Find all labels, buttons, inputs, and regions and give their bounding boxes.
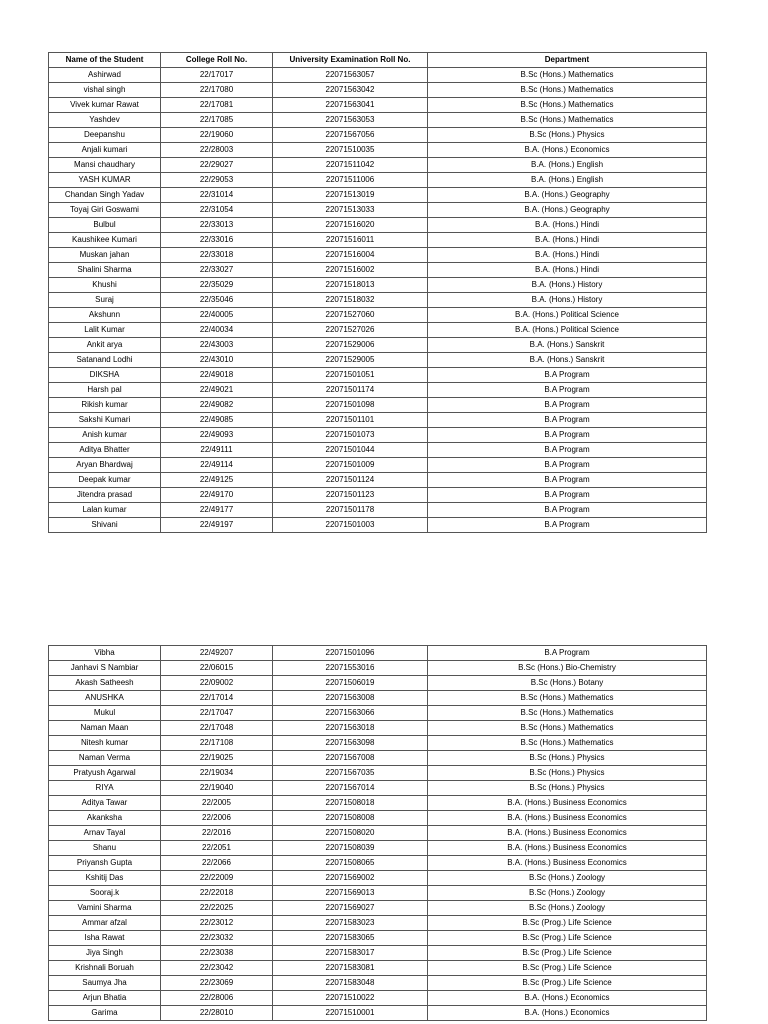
student-name-cell: Janhavi S Nambiar <box>49 661 161 676</box>
college-roll-cell: 22/23042 <box>161 961 273 976</box>
university-roll-cell: 22071563098 <box>273 736 428 751</box>
college-roll-cell: 22/17080 <box>161 83 273 98</box>
university-roll-cell: 22071510022 <box>273 991 428 1006</box>
department-cell: B.A. (Hons.) Economics <box>428 991 707 1006</box>
table-row <box>49 646 707 661</box>
college-roll-cell: 22/23012 <box>161 916 273 931</box>
department-cell: B.A. (Hons.) Political Science <box>428 323 707 338</box>
department-cell: B.Sc (Hons.) Mathematics <box>428 721 707 736</box>
table-row <box>49 338 707 353</box>
university-roll-cell: 22071501003 <box>273 518 428 533</box>
table-header-row <box>49 53 707 68</box>
college-roll-cell: 22/33016 <box>161 233 273 248</box>
table-row <box>49 233 707 248</box>
student-name-cell: Garima <box>49 1006 161 1021</box>
department-cell: B.A. (Hons.) History <box>428 278 707 293</box>
department-cell: B.A. (Hons.) Sanskrit <box>428 338 707 353</box>
university-roll-cell: 22071569002 <box>273 871 428 886</box>
university-roll-cell: 22071501044 <box>273 443 428 458</box>
department-cell: B.A Program <box>428 368 707 383</box>
college-roll-cell: 22/49177 <box>161 503 273 518</box>
table-row <box>49 158 707 173</box>
student-name-cell: Sooraj.k <box>49 886 161 901</box>
column-header-name: Name of the Student <box>49 53 161 68</box>
department-cell: B.Sc (Hons.) Bio-Chemistry <box>428 661 707 676</box>
university-roll-cell: 22071510001 <box>273 1006 428 1021</box>
university-roll-cell: 22071508018 <box>273 796 428 811</box>
department-cell: B.Sc (Prog.) Life Science <box>428 961 707 976</box>
college-roll-cell: 22/23069 <box>161 976 273 991</box>
department-cell: B.A Program <box>428 398 707 413</box>
student-name-cell: Aryan Bhardwaj <box>49 458 161 473</box>
table-row <box>49 143 707 158</box>
table-row <box>49 706 707 721</box>
department-cell: B.Sc (Hons.) Mathematics <box>428 98 707 113</box>
university-roll-cell: 22071569027 <box>273 901 428 916</box>
student-name-cell: Mukul <box>49 706 161 721</box>
student-name-cell: Aditya Tawar <box>49 796 161 811</box>
department-cell: B.A. (Hons.) English <box>428 173 707 188</box>
department-cell: B.A Program <box>428 503 707 518</box>
college-roll-cell: 22/40005 <box>161 308 273 323</box>
student-name-cell: Saumya Jha <box>49 976 161 991</box>
college-roll-cell: 22/23032 <box>161 931 273 946</box>
university-roll-cell: 22071501098 <box>273 398 428 413</box>
department-cell: B.A. (Hons.) Economics <box>428 1006 707 1021</box>
table-row <box>49 218 707 233</box>
student-table-2 <box>48 645 707 1021</box>
student-name-cell: Suraj <box>49 293 161 308</box>
table-row <box>49 398 707 413</box>
table-row <box>49 353 707 368</box>
university-roll-cell: 22071583017 <box>273 946 428 961</box>
table-row <box>49 901 707 916</box>
department-cell: B.A Program <box>428 646 707 661</box>
university-roll-cell: 22071563041 <box>273 98 428 113</box>
department-cell: B.Sc (Prog.) Life Science <box>428 916 707 931</box>
department-cell: B.A. (Hons.) Geography <box>428 188 707 203</box>
college-roll-cell: 22/49085 <box>161 413 273 428</box>
university-roll-cell: 22071501174 <box>273 383 428 398</box>
college-roll-cell: 22/49207 <box>161 646 273 661</box>
student-name-cell: Deepanshu <box>49 128 161 143</box>
college-roll-cell: 22/19040 <box>161 781 273 796</box>
university-roll-cell: 22071501096 <box>273 646 428 661</box>
table-row <box>49 886 707 901</box>
student-name-cell: Arjun Bhatia <box>49 991 161 1006</box>
college-roll-cell: 22/17108 <box>161 736 273 751</box>
university-roll-cell: 22071508065 <box>273 856 428 871</box>
table-row <box>49 383 707 398</box>
university-roll-cell: 22071563042 <box>273 83 428 98</box>
student-name-cell: Ammar afzal <box>49 916 161 931</box>
department-cell: B.Sc (Hons.) Zoology <box>428 886 707 901</box>
department-cell: B.A Program <box>428 383 707 398</box>
table-row <box>49 128 707 143</box>
department-cell: B.A Program <box>428 458 707 473</box>
department-cell: B.A. (Hons.) Business Economics <box>428 856 707 871</box>
university-roll-cell: 22071511006 <box>273 173 428 188</box>
table-row <box>49 721 707 736</box>
student-name-cell: Satanand Lodhi <box>49 353 161 368</box>
university-roll-cell: 22071516002 <box>273 263 428 278</box>
student-name-cell: Priyansh Gupta <box>49 856 161 871</box>
student-name-cell: Jitendra prasad <box>49 488 161 503</box>
college-roll-cell: 22/33013 <box>161 218 273 233</box>
student-name-cell: Pratyush Agarwal <box>49 766 161 781</box>
student-name-cell: Aditya Bhatter <box>49 443 161 458</box>
student-name-cell: Naman Maan <box>49 721 161 736</box>
college-roll-cell: 22/49021 <box>161 383 273 398</box>
student-name-cell: Lalit Kumar <box>49 323 161 338</box>
department-cell: B.A. (Hons.) Political Science <box>428 308 707 323</box>
student-name-cell: vishal singh <box>49 83 161 98</box>
table-row <box>49 488 707 503</box>
student-name-cell: Deepak kumar <box>49 473 161 488</box>
table-row <box>49 503 707 518</box>
university-roll-cell: 22071563066 <box>273 706 428 721</box>
university-roll-cell: 22071563057 <box>273 68 428 83</box>
student-name-cell: Muskan jahan <box>49 248 161 263</box>
student-name-cell: Akanksha <box>49 811 161 826</box>
column-header-university-roll: University Examination Roll No. <box>273 53 428 68</box>
college-roll-cell: 22/17014 <box>161 691 273 706</box>
table-row <box>49 428 707 443</box>
department-cell: B.A. (Hons.) Sanskrit <box>428 353 707 368</box>
department-cell: B.A. (Hons.) Hindi <box>428 218 707 233</box>
student-name-cell: Khushi <box>49 278 161 293</box>
student-name-cell: Bulbul <box>49 218 161 233</box>
table-row <box>49 278 707 293</box>
table-row <box>49 871 707 886</box>
department-cell: B.A. (Hons.) Hindi <box>428 263 707 278</box>
student-name-cell: Rikish kumar <box>49 398 161 413</box>
college-roll-cell: 22/49125 <box>161 473 273 488</box>
table-row <box>49 113 707 128</box>
college-roll-cell: 22/2016 <box>161 826 273 841</box>
student-name-cell: Nitesh kumar <box>49 736 161 751</box>
college-roll-cell: 22/28006 <box>161 991 273 1006</box>
student-name-cell: Naman Verma <box>49 751 161 766</box>
department-cell: B.Sc (Hons.) Mathematics <box>428 736 707 751</box>
college-roll-cell: 22/22009 <box>161 871 273 886</box>
university-roll-cell: 22071516020 <box>273 218 428 233</box>
student-name-cell: Ankit arya <box>49 338 161 353</box>
student-name-cell: Kaushikee Kumari <box>49 233 161 248</box>
college-roll-cell: 22/22025 <box>161 901 273 916</box>
college-roll-cell: 22/49197 <box>161 518 273 533</box>
university-roll-cell: 22071569013 <box>273 886 428 901</box>
college-roll-cell: 22/35046 <box>161 293 273 308</box>
student-name-cell: Krishnali Boruah <box>49 961 161 976</box>
table-row <box>49 368 707 383</box>
university-roll-cell: 22071567008 <box>273 751 428 766</box>
student-name-cell: Mansi chaudhary <box>49 158 161 173</box>
department-cell: B.A. (Hons.) Business Economics <box>428 841 707 856</box>
table-row <box>49 188 707 203</box>
college-roll-cell: 22/35029 <box>161 278 273 293</box>
college-roll-cell: 22/43010 <box>161 353 273 368</box>
department-cell: B.A. (Hons.) Geography <box>428 203 707 218</box>
university-roll-cell: 22071583081 <box>273 961 428 976</box>
table-row <box>49 796 707 811</box>
university-roll-cell: 22071501073 <box>273 428 428 443</box>
college-roll-cell: 22/17017 <box>161 68 273 83</box>
department-cell: B.A Program <box>428 488 707 503</box>
university-roll-cell: 22071563018 <box>273 721 428 736</box>
university-roll-cell: 22071501123 <box>273 488 428 503</box>
college-roll-cell: 22/33027 <box>161 263 273 278</box>
table-row <box>49 766 707 781</box>
table-row <box>49 946 707 961</box>
college-roll-cell: 22/49111 <box>161 443 273 458</box>
college-roll-cell: 22/43003 <box>161 338 273 353</box>
college-roll-cell: 22/19025 <box>161 751 273 766</box>
university-roll-cell: 22071518013 <box>273 278 428 293</box>
college-roll-cell: 22/17081 <box>161 98 273 113</box>
college-roll-cell: 22/19060 <box>161 128 273 143</box>
college-roll-cell: 22/09002 <box>161 676 273 691</box>
college-roll-cell: 22/29027 <box>161 158 273 173</box>
table-row <box>49 691 707 706</box>
college-roll-cell: 22/31014 <box>161 188 273 203</box>
university-roll-cell: 22071567035 <box>273 766 428 781</box>
student-table-1 <box>48 52 707 533</box>
university-roll-cell: 22071529005 <box>273 353 428 368</box>
college-roll-cell: 22/49093 <box>161 428 273 443</box>
student-name-cell: Harsh pal <box>49 383 161 398</box>
table-row <box>49 931 707 946</box>
table-row <box>49 916 707 931</box>
student-name-cell: Akshunn <box>49 308 161 323</box>
college-roll-cell: 22/2005 <box>161 796 273 811</box>
table-row <box>49 98 707 113</box>
table-row <box>49 841 707 856</box>
university-roll-cell: 22071518032 <box>273 293 428 308</box>
college-roll-cell: 22/49018 <box>161 368 273 383</box>
college-roll-cell: 22/06015 <box>161 661 273 676</box>
table-row <box>49 293 707 308</box>
department-cell: B.A. (Hons.) Hindi <box>428 248 707 263</box>
table-row <box>49 961 707 976</box>
student-name-cell: Anjali kumari <box>49 143 161 158</box>
department-cell: B.Sc (Hons.) Physics <box>428 128 707 143</box>
department-cell: B.Sc (Hons.) Zoology <box>428 901 707 916</box>
department-cell: B.Sc (Hons.) Mathematics <box>428 83 707 98</box>
department-cell: B.Sc (Hons.) Physics <box>428 751 707 766</box>
department-cell: B.A Program <box>428 518 707 533</box>
table-row <box>49 473 707 488</box>
student-name-cell: Jiya Singh <box>49 946 161 961</box>
university-roll-cell: 22071563008 <box>273 691 428 706</box>
department-cell: B.Sc (Hons.) Botany <box>428 676 707 691</box>
student-name-cell: Akash Satheesh <box>49 676 161 691</box>
table-row <box>49 308 707 323</box>
department-cell: B.A Program <box>428 473 707 488</box>
student-name-cell: RIYA <box>49 781 161 796</box>
department-cell: B.A Program <box>428 428 707 443</box>
table-row <box>49 518 707 533</box>
table-row <box>49 676 707 691</box>
department-cell: B.A. (Hons.) Hindi <box>428 233 707 248</box>
college-roll-cell: 22/23038 <box>161 946 273 961</box>
university-roll-cell: 22071567056 <box>273 128 428 143</box>
department-cell: B.A. (Hons.) Business Economics <box>428 796 707 811</box>
table-row <box>49 826 707 841</box>
student-name-cell: Vamini Sharma <box>49 901 161 916</box>
table-row <box>49 458 707 473</box>
table-row <box>49 661 707 676</box>
university-roll-cell: 22071527026 <box>273 323 428 338</box>
university-roll-cell: 22071508008 <box>273 811 428 826</box>
department-cell: B.A Program <box>428 443 707 458</box>
table-row <box>49 248 707 263</box>
table-row <box>49 1006 707 1021</box>
table-row <box>49 173 707 188</box>
university-roll-cell: 22071508039 <box>273 841 428 856</box>
university-roll-cell: 22071513019 <box>273 188 428 203</box>
college-roll-cell: 22/28010 <box>161 1006 273 1021</box>
table-row <box>49 83 707 98</box>
college-roll-cell: 22/19034 <box>161 766 273 781</box>
college-roll-cell: 22/28003 <box>161 143 273 158</box>
college-roll-cell: 22/17048 <box>161 721 273 736</box>
college-roll-cell: 22/22018 <box>161 886 273 901</box>
student-name-cell: Kshitij Das <box>49 871 161 886</box>
student-name-cell: YASH KUMAR <box>49 173 161 188</box>
university-roll-cell: 22071501124 <box>273 473 428 488</box>
student-name-cell: Anish kumar <box>49 428 161 443</box>
college-roll-cell: 22/2006 <box>161 811 273 826</box>
college-roll-cell: 22/49082 <box>161 398 273 413</box>
college-roll-cell: 22/17047 <box>161 706 273 721</box>
student-name-cell: Isha Rawat <box>49 931 161 946</box>
department-cell: B.A. (Hons.) English <box>428 158 707 173</box>
student-name-cell: Yashdev <box>49 113 161 128</box>
university-roll-cell: 22071501051 <box>273 368 428 383</box>
university-roll-cell: 22071529006 <box>273 338 428 353</box>
table-row <box>49 263 707 278</box>
college-roll-cell: 22/2066 <box>161 856 273 871</box>
university-roll-cell: 22071511042 <box>273 158 428 173</box>
university-roll-cell: 22071516011 <box>273 233 428 248</box>
college-roll-cell: 22/49170 <box>161 488 273 503</box>
college-roll-cell: 22/29053 <box>161 173 273 188</box>
college-roll-cell: 22/17085 <box>161 113 273 128</box>
department-cell: B.A. (Hons.) Business Economics <box>428 826 707 841</box>
university-roll-cell: 22071563053 <box>273 113 428 128</box>
department-cell: B.Sc (Hons.) Mathematics <box>428 691 707 706</box>
department-cell: B.Sc (Hons.) Zoology <box>428 871 707 886</box>
student-name-cell: ANUSHKA <box>49 691 161 706</box>
table-row <box>49 413 707 428</box>
column-header-college-roll: College Roll No. <box>161 53 273 68</box>
table-row <box>49 781 707 796</box>
student-name-cell: Vivek kumar Rawat <box>49 98 161 113</box>
department-cell: B.Sc (Prog.) Life Science <box>428 946 707 961</box>
college-roll-cell: 22/31054 <box>161 203 273 218</box>
college-roll-cell: 22/2051 <box>161 841 273 856</box>
college-roll-cell: 22/49114 <box>161 458 273 473</box>
department-cell: B.A. (Hons.) Business Economics <box>428 811 707 826</box>
student-name-cell: Chandan Singh Yadav <box>49 188 161 203</box>
college-roll-cell: 22/33018 <box>161 248 273 263</box>
student-name-cell: DIKSHA <box>49 368 161 383</box>
table-row <box>49 68 707 83</box>
university-roll-cell: 22071501101 <box>273 413 428 428</box>
university-roll-cell: 22071501009 <box>273 458 428 473</box>
table-row <box>49 991 707 1006</box>
university-roll-cell: 22071583023 <box>273 916 428 931</box>
student-name-cell: Arnav Tayal <box>49 826 161 841</box>
department-cell: B.A. (Hons.) Economics <box>428 143 707 158</box>
table-row <box>49 203 707 218</box>
student-name-cell: Toyaj Giri Goswami <box>49 203 161 218</box>
university-roll-cell: 22071510035 <box>273 143 428 158</box>
university-roll-cell: 22071567014 <box>273 781 428 796</box>
university-roll-cell: 22071516004 <box>273 248 428 263</box>
column-header-department: Department <box>428 53 707 68</box>
student-name-cell: Ashirwad <box>49 68 161 83</box>
department-cell: B.Sc (Hons.) Mathematics <box>428 68 707 83</box>
department-cell: B.Sc (Hons.) Physics <box>428 766 707 781</box>
department-cell: B.Sc (Prog.) Life Science <box>428 931 707 946</box>
university-roll-cell: 22071583065 <box>273 931 428 946</box>
table-row <box>49 323 707 338</box>
table-row <box>49 751 707 766</box>
table-row <box>49 443 707 458</box>
university-roll-cell: 22071506019 <box>273 676 428 691</box>
student-name-cell: Lalan kumar <box>49 503 161 518</box>
student-name-cell: Sakshi Kumari <box>49 413 161 428</box>
university-roll-cell: 22071583048 <box>273 976 428 991</box>
student-name-cell: Shanu <box>49 841 161 856</box>
table-row <box>49 736 707 751</box>
department-cell: B.Sc (Hons.) Physics <box>428 781 707 796</box>
university-roll-cell: 22071501178 <box>273 503 428 518</box>
department-cell: B.A. (Hons.) History <box>428 293 707 308</box>
university-roll-cell: 22071553016 <box>273 661 428 676</box>
student-name-cell: Shalini Sharma <box>49 263 161 278</box>
student-name-cell: Shivani <box>49 518 161 533</box>
department-cell: B.Sc (Hons.) Mathematics <box>428 113 707 128</box>
university-roll-cell: 22071513033 <box>273 203 428 218</box>
university-roll-cell: 22071527060 <box>273 308 428 323</box>
student-name-cell: Vibha <box>49 646 161 661</box>
college-roll-cell: 22/40034 <box>161 323 273 338</box>
university-roll-cell: 22071508020 <box>273 826 428 841</box>
table-row <box>49 856 707 871</box>
table-row <box>49 976 707 991</box>
department-cell: B.A Program <box>428 413 707 428</box>
department-cell: B.Sc (Prog.) Life Science <box>428 976 707 991</box>
department-cell: B.Sc (Hons.) Mathematics <box>428 706 707 721</box>
table-row <box>49 811 707 826</box>
